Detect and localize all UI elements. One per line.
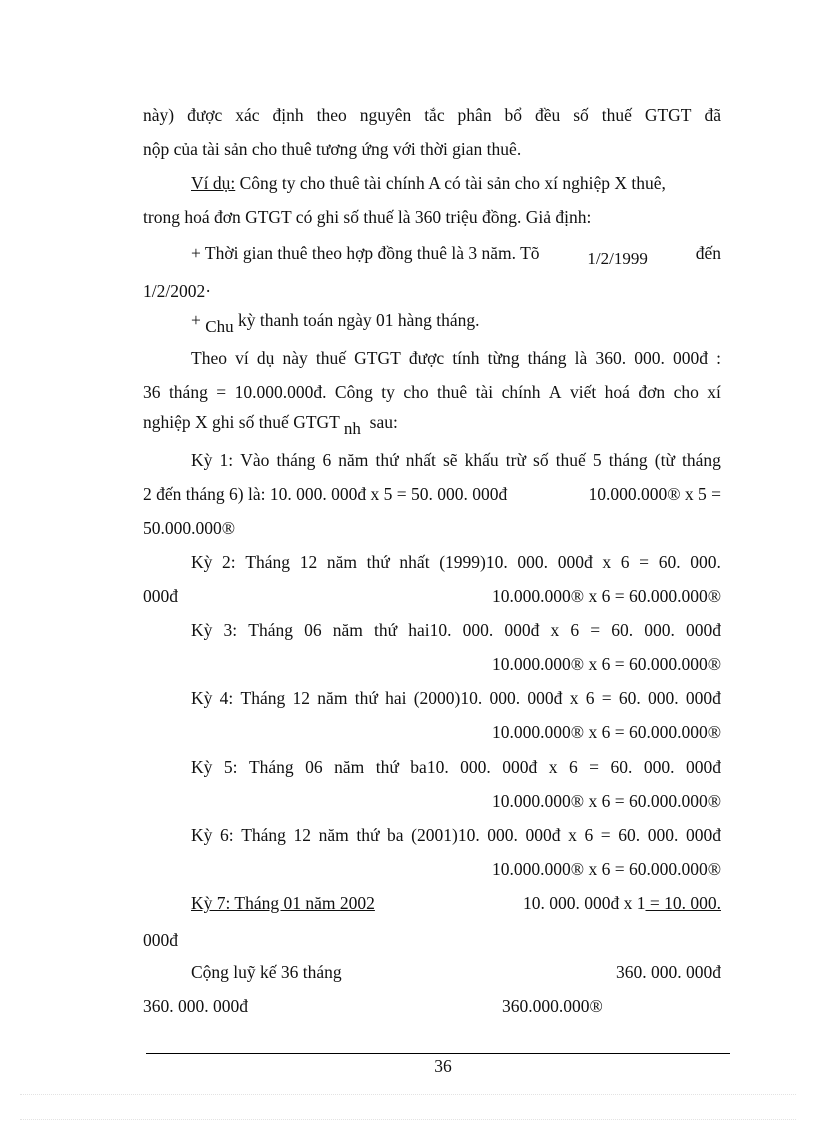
paragraph-line: nghiệp X ghi số thuế GTGT nh sau:: [143, 412, 398, 438]
example-label: Ví dụ:: [191, 173, 236, 193]
period-calc: 10.000.000® x 6 = 60.000.000®: [492, 859, 721, 879]
period-line: Kỳ 3: Tháng 06 năm thứ hai10. 000. 000đ x 6 = 60. 000. 000đ: [191, 620, 721, 640]
paragraph-line: nộp của tài sản cho thuê tương ứng với thời gian thuê.: [143, 139, 522, 159]
period-line: 2 đến tháng 6) là: 10. 000. 000đ x 5 = 50. 000. 000đ: [143, 484, 508, 504]
example-line: [191, 173, 721, 193]
page-number: 36: [434, 1056, 452, 1076]
period-line: Kỳ 4: Tháng 12 năm thứ hai (2000)10. 000. 000đ x 6 = 60. 000. 000đ: [191, 688, 721, 708]
paragraph-line: 36 tháng = 10.000.000đ. Công ty cho thuê tài chính A viết hoá đơn cho xí: [143, 382, 721, 402]
period-calc: 10.000.000® x 6 = 60.000.000®: [492, 791, 721, 811]
period-calc: 10.000.000® x 5 =: [588, 484, 721, 504]
period-line: Kỳ 5: Tháng 06 năm thứ ba10. 000. 000đ x 6 = 60. 000. 000đ: [191, 757, 721, 777]
footer-rule: [146, 1053, 730, 1054]
page-edge-dots: [20, 1094, 796, 1095]
period-calc: 10. 000. 000đ x 1 = 10. 000.: [523, 893, 721, 913]
bullet-line: + Chu kỳ thanh toán ngày 01 hàng tháng.: [191, 310, 480, 336]
paragraph-line: Theo ví dụ này thuế GTGT được tính từng tháng là 360. 000. 000đ :: [191, 348, 721, 368]
total-label: Cộng luỹ kế 36 tháng: [191, 962, 342, 982]
bullet-line: + Thời gian thuê theo hợp đồng thuê là 3 năm. Tõ 1/2/1999 đến: [191, 243, 721, 268]
example-text: Công ty cho thuê tài chính A có tài sản cho xí nghiệp X thuê,: [235, 173, 666, 193]
period-label: Kỳ 7: Tháng 01 năm 2002: [191, 893, 375, 913]
period-line: 000đ: [143, 586, 178, 606]
period-line: Kỳ 2: Tháng 12 năm thứ nhất (1999)10. 000. 000đ x 6 = 60. 000.: [191, 552, 721, 572]
period-line: 50.000.000®: [143, 518, 236, 538]
period-calc: 10.000.000® x 6 = 60.000.000®: [492, 722, 721, 742]
page-edge-dots: [20, 1119, 796, 1120]
total-value: 360. 000. 000đ: [616, 962, 721, 982]
total-line: 360. 000. 000đ: [143, 996, 248, 1016]
total-line: 360.000.000®: [502, 996, 603, 1016]
paragraph-line: này) được xác định theo nguyên tắc phân bổ đều số thuế GTGT đã: [143, 105, 721, 125]
period-calc: 10.000.000® x 6 = 60.000.000®: [492, 654, 721, 674]
period-line: Kỳ 1: Vào tháng 6 năm thứ nhất sẽ khấu trừ số thuế 5 tháng (từ tháng: [191, 450, 721, 470]
period-calc: 10.000.000® x 6 = 60.000.000®: [492, 586, 721, 606]
period-line: 000đ: [143, 930, 178, 950]
paragraph-line: trong hoá đơn GTGT có ghi số thuế là 360 triệu đồng. Giả định:: [143, 207, 592, 227]
paragraph-line: 1/2/2002·: [143, 281, 212, 301]
period-line: Kỳ 6: Tháng 12 năm thứ ba (2001)10. 000. 000đ x 6 = 60. 000. 000đ: [191, 825, 721, 845]
